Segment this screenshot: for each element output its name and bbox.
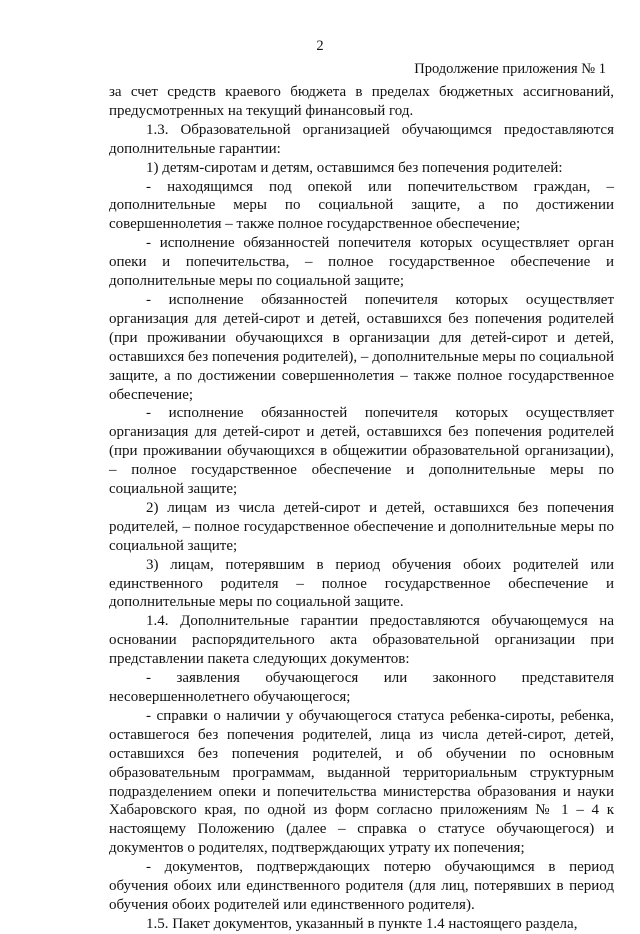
paragraph-orphans-heading: 1) детям-сиротам и детям, оставшимся без попечения родителей:	[146, 159, 563, 176]
paragraph-loss-documents: - документов, подтверждающих потерю обучающимся в период обучения обоих или единственного родителя (для лиц, потерявших в период обучения обоих родителей или единственного родителя).	[109, 859, 614, 913]
paragraph-guardianship-dormitory: - исполнение обязанностей попечителя которых осуществляет организация для детей-сирот и детей, оставшихся без попечения родителей (при проживании обучающихся в общежитии образовательной организации), – полное государственное обеспечение и дополнительные меры по социальной защите;	[109, 405, 614, 498]
paragraph-budget-continuation: за счет средств краевого бюджета в пределах бюджетных ассигнований, предусмотренных на текущий финансовый год.	[109, 84, 614, 119]
paragraph-guardianship-organization: - исполнение обязанностей попечителя которых осуществляет организация для детей-сирот и детей, оставшихся без попечения родителей (при проживании обучающихся в организации для детей-сирот и детей, оставшихся без попечения родителей), – дополнительные меры по социальной защите, а по достижении совершеннолетия – также полное государственное обеспечение;	[109, 291, 614, 403]
paragraph-status-certificate: - справки о наличии у обучающегося статуса ребенка-сироты, ребенка, оставшегося без попечения родителей, лица из числа детей-сирот, детей, оставшихся без попечения родителей, и об обучении по основным образовательным программам, выданной территориальным структурным подразделением опеки и попечительства министерства образования и науки Хабаровского края, по одной из форм согласно приложениям № 1 – 4 к настоящему Положению (далее – справка о статусе обучающегося) и документов о родителях, подтверждающих утрату их попечения;	[109, 707, 614, 857]
page-number: 2	[316, 38, 324, 54]
paragraph-lost-parents: 3) лицам, потерявшим в период обучения обоих родителей или единственного родителя – полное государственное обеспечение и дополнительные меры по социальной защите.	[109, 556, 614, 611]
body-text	[109, 83, 614, 934]
paragraph-1-5: 1.5. Пакет документов, указанный в пункте 1.4 настоящего раздела,	[146, 915, 578, 932]
appendix-continuation-note: Продолжение приложения № 1	[414, 61, 606, 77]
paragraph-1-4: 1.4. Дополнительные гарантии предоставляются обучающемуся на основании распорядительного акта образовательной организации при представлении пакета следующих документов:	[109, 613, 614, 668]
paragraph-1-3: 1.3. Образовательной организацией обучающимся предоставляются дополнительные гарантии:	[109, 121, 614, 157]
paragraph-guardianship-authority: - исполнение обязанностей попечителя которых осуществляет орган опеки и попечительства, – полное государственное обеспечение и дополнительные меры по социальной защите;	[109, 235, 614, 290]
paragraph-application: - заявления обучающегося или законного представителя несовершеннолетнего обучающегося;	[109, 670, 614, 705]
paragraph-guardianship-citizens: - находящимся под опекой или попечительством граждан, – дополнительные меры по социальной защите, а по достижении совершеннолетия – также полное государственное обеспечение;	[109, 178, 614, 233]
paragraph-former-orphans: 2) лицам из числа детей-сирот и детей, оставшихся без попечения родителей, – полное государственное обеспечение и дополнительные меры по социальной защите;	[109, 499, 614, 554]
